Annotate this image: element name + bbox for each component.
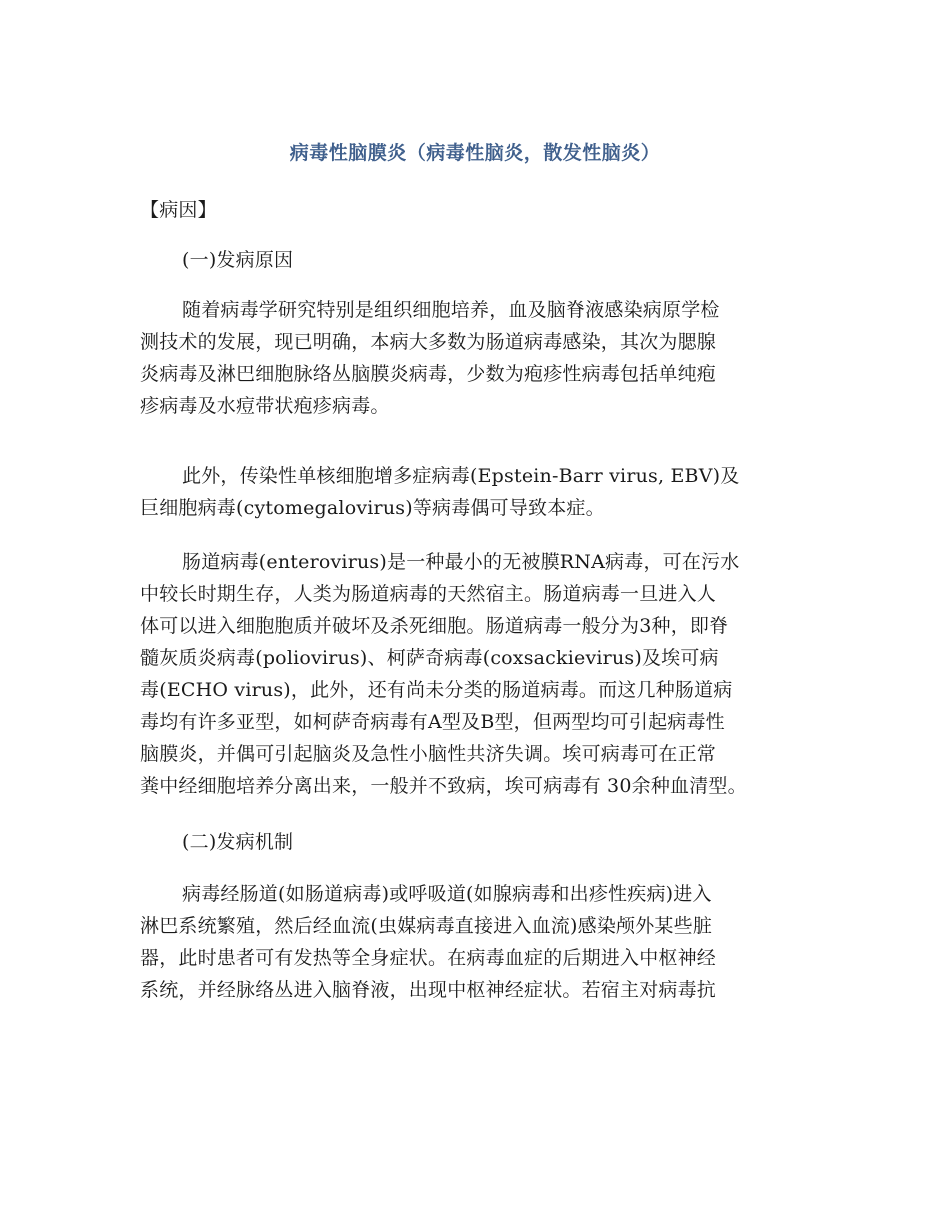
paragraph-line: 病毒经肠道(如肠道病毒)或呼吸道(如腺病毒和出疹性疾病)进入	[182, 883, 712, 905]
paragraph-line: 脑膜炎，并偶可引起脑炎及急性小脑性共济失调。埃可病毒可在正常	[140, 743, 717, 765]
paragraph-line: 髓灰质炎病毒(poliovirus)、柯萨奇病毒(coxsackievirus)及埃可病	[140, 647, 719, 669]
subsection-heading-2: (二)发病机制	[182, 831, 294, 853]
paragraph-line: 肠道病毒(enterovirus)是一种最小的无被膜RNA病毒，可在污水	[182, 551, 740, 573]
paragraph-line: 淋巴系统繁殖，然后经血流(虫媒病毒直接进入血流)感染颅外某些脏	[140, 915, 713, 937]
paragraph-line: 系统，并经脉络丛进入脑脊液，出现中枢神经症状。若宿主对病毒抗	[140, 979, 717, 1001]
paragraph-line: 此外，传染性单核细胞增多症病毒(Epstein-Barr virus, EBV)及	[182, 465, 740, 487]
paragraph-line: 测技术的发展，现已明确，本病大多数为肠道病毒感染，其次为腮腺	[140, 331, 717, 353]
paragraph-line: 疹病毒及水痘带状疱疹病毒。	[140, 395, 390, 417]
subsection-heading-1: (一)发病原因	[182, 249, 294, 271]
section-heading: 【病因】	[140, 199, 217, 221]
paragraph-line: 器，此时患者可有发热等全身症状。在病毒血症的后期进入中枢神经	[140, 947, 717, 969]
document-title: 病毒性脑膜炎（病毒性脑炎，散发性脑炎）	[289, 142, 661, 164]
paragraph-line: 炎病毒及淋巴细胞脉络丛脑膜炎病毒，少数为疱疹性病毒包括单纯疱	[140, 363, 717, 385]
paragraph-line: 体可以进入细胞胞质并破坏及杀死细胞。肠道病毒一般分为3种，即脊	[140, 615, 729, 637]
paragraph-line: 毒(ECHO virus)，此外，还有尚未分类的肠道病毒。而这几种肠道病	[140, 679, 733, 701]
paragraph-line: 粪中经细胞培养分离出来，一般并不致病，埃可病毒有 30余种血清型。	[140, 775, 747, 797]
paragraph-line: 随着病毒学研究特别是组织细胞培养，血及脑脊液感染病原学检	[182, 299, 720, 321]
paragraph-line: 巨细胞病毒(cytomegalovirus)等病毒偶可导致本症。	[140, 497, 605, 519]
paragraph-line: 毒均有许多亚型，如柯萨奇病毒有A型及B型，但两型均可引起病毒性	[140, 711, 725, 733]
paragraph-line: 中较长时期生存，人类为肠道病毒的天然宿主。肠道病毒一旦进入人	[140, 583, 717, 605]
